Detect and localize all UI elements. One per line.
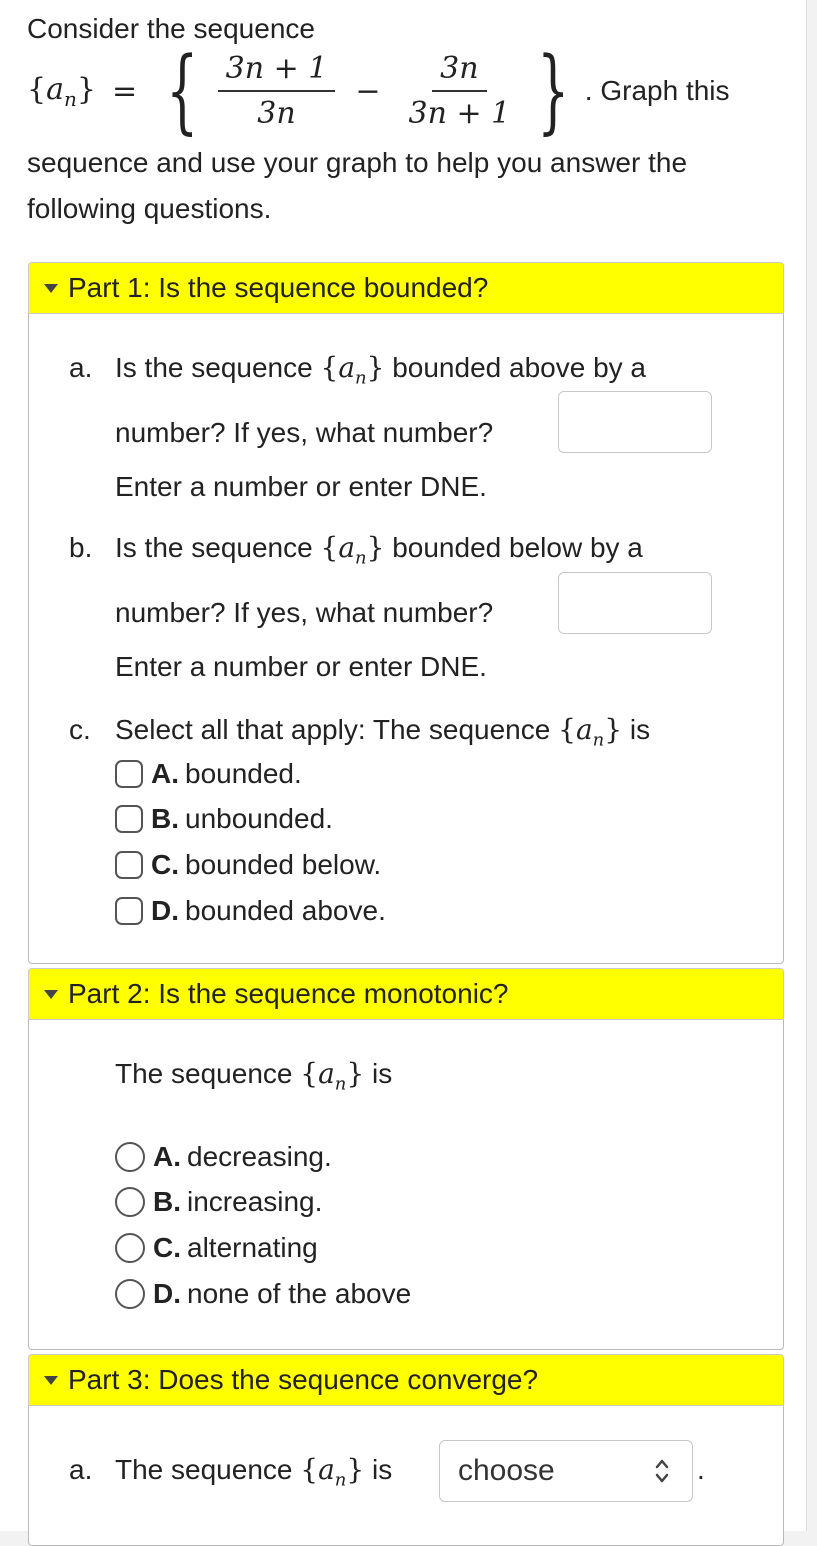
fraction-2-numerator: 3n <box>432 51 486 92</box>
radio-option-a[interactable]: A. decreasing. <box>115 1137 332 1177</box>
collapse-triangle-icon[interactable] <box>44 990 58 999</box>
part-1-header[interactable] <box>28 262 784 314</box>
radio-button[interactable] <box>115 1187 145 1217</box>
checkbox[interactable] <box>115 760 143 788</box>
intro-line-1: Consider the sequence <box>27 13 315 44</box>
intro-line-3: sequence and use your graph to help you answer the <box>27 147 688 178</box>
checkbox-option-c[interactable]: C. bounded below. <box>115 845 381 885</box>
select-arrows-icon <box>654 1455 670 1487</box>
part-2-body <box>28 1020 784 1350</box>
part-3-body <box>28 1406 784 1546</box>
question-1b-label: b. <box>69 532 93 563</box>
question-1c-label: c. <box>69 714 91 745</box>
checkbox[interactable] <box>115 805 143 833</box>
intro-line-4: following questions. <box>27 193 272 224</box>
question-1c: c. Select all that apply: The sequence $\{a_n\}$ is <box>69 713 651 751</box>
lhs-set: $\{a_n\}$ <box>27 71 96 111</box>
fraction-1-numerator: 3n + 1 <box>218 51 336 92</box>
fraction-1 <box>218 51 336 131</box>
checkbox-option-b[interactable]: B. unbounded. <box>115 799 333 839</box>
checkbox[interactable] <box>115 897 143 925</box>
question-1b: b. Is the sequence $\{a_n\}$ bounded below by a number? If yes, what number? Enter a number or enter DNE. <box>69 531 643 682</box>
sequence-symbol: $\{a_n\}$ <box>300 1453 365 1491</box>
checkbox[interactable] <box>115 851 143 879</box>
fraction-1-denominator: 3n <box>257 96 296 131</box>
question-3a: a. The sequence $\{a_n\}$ is <box>69 1453 393 1491</box>
radio-option-c[interactable]: C. alternating <box>115 1228 318 1268</box>
collapse-triangle-icon[interactable] <box>44 1376 58 1385</box>
radio-option-d[interactable]: D. none of the above <box>115 1274 411 1314</box>
part-3-header[interactable] <box>28 1354 784 1406</box>
fraction-2-denominator: 3n + 1 <box>408 96 511 131</box>
sequence-symbol: $\{a_n\}$ <box>320 351 385 389</box>
sequence-symbol: $\{a_n\}$ <box>558 713 623 751</box>
sequence-symbol: $\{a_n\}$ <box>300 1057 365 1095</box>
checkbox-option-a[interactable]: A. bounded. <box>115 754 302 794</box>
left-brace: { <box>166 37 199 144</box>
part-2-header[interactable] <box>28 968 784 1020</box>
sequence-formula <box>27 37 787 144</box>
radio-option-b[interactable]: B. increasing. <box>115 1182 322 1222</box>
trailing-period: . <box>697 1454 705 1485</box>
upper-bound-input[interactable] <box>558 391 712 453</box>
convergence-select[interactable] <box>439 1440 693 1502</box>
collapse-triangle-icon[interactable] <box>44 284 58 293</box>
intro-continued <box>27 140 787 232</box>
radio-button[interactable] <box>115 1142 145 1172</box>
radio-button[interactable] <box>115 1233 145 1263</box>
question-1a: a. Is the sequence $\{a_n\}$ bounded above by a number? If yes, what number? Enter a number or enter DNE. <box>69 351 646 502</box>
minus-sign: − <box>355 73 381 109</box>
right-brace: } <box>537 37 570 144</box>
select-value: choose <box>458 1454 555 1487</box>
question-3a-label: a. <box>69 1454 93 1485</box>
graph-this-text: . Graph this <box>584 75 730 106</box>
radio-button[interactable] <box>115 1279 145 1309</box>
lower-bound-input[interactable] <box>558 572 712 634</box>
checkbox-option-d[interactable]: D. bounded above. <box>115 891 386 931</box>
part-2-title: Part 2: Is the sequence monotonic? <box>68 978 509 1009</box>
sequence-symbol: $\{a_n\}$ <box>320 531 385 569</box>
part-3-title: Part 3: Does the sequence converge? <box>68 1364 539 1395</box>
part-1-title: Part 1: Is the sequence bounded? <box>68 272 489 303</box>
equals-sign: = <box>111 73 138 109</box>
question-1a-label: a. <box>69 352 93 383</box>
fraction-2 <box>401 51 519 131</box>
question-2-prompt: The sequence $\{a_n\}$ is <box>115 1057 393 1095</box>
part-1-body <box>28 314 784 964</box>
